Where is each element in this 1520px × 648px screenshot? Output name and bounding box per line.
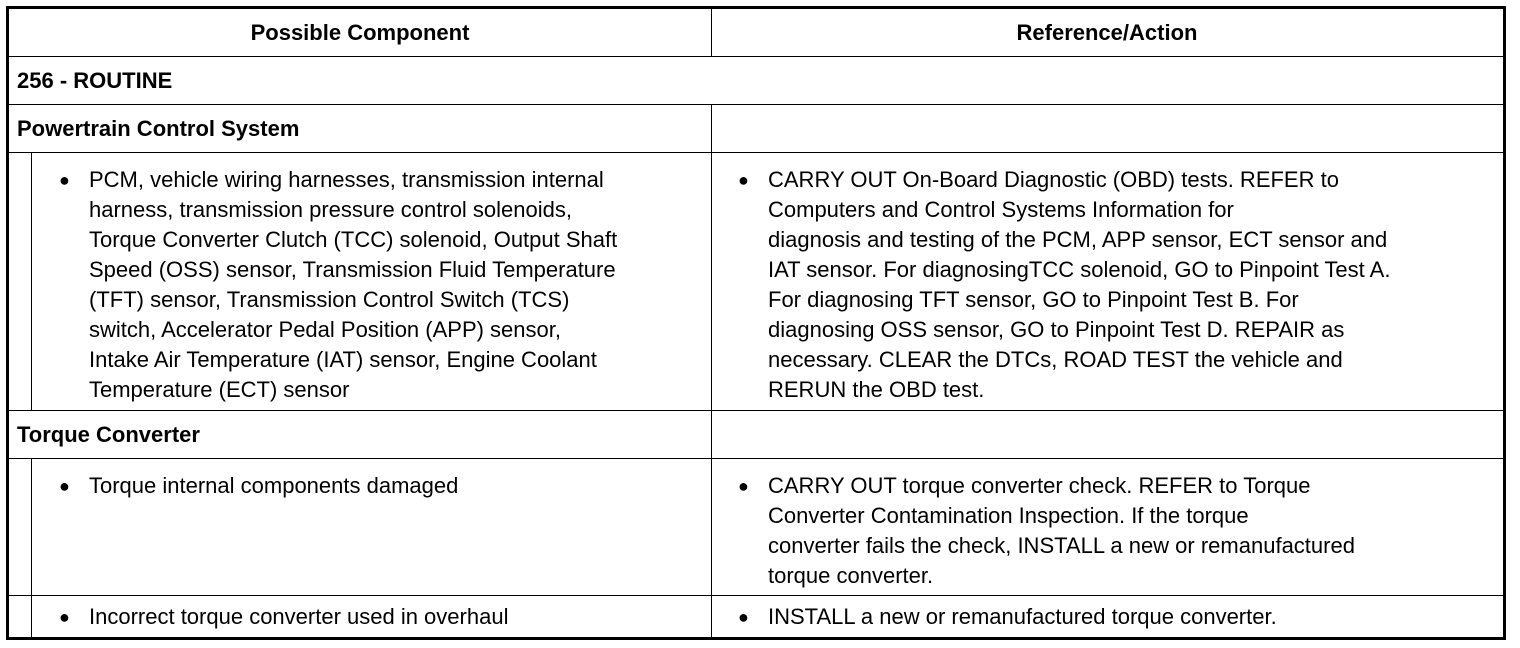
column-divider [711, 459, 712, 595]
column-header-possible-component: Possible Component [250, 19, 470, 45]
routine-label: 256 - ROUTINE [17, 67, 173, 93]
table-row [9, 459, 1503, 596]
table-row [9, 596, 1503, 640]
bullet-icon: ● [59, 607, 70, 627]
bullet-icon: ● [59, 170, 70, 190]
section-title-torque-converter: Torque Converter [17, 421, 200, 447]
action-text: CARRY OUT torque converter check. REFER to Torque Converter Contamination Inspection. If the torque converter fails the check, INSTALL a new or remanufactured torque converter. [768, 473, 1355, 588]
column-divider [711, 411, 712, 458]
table-header-row [9, 9, 1503, 57]
component-text: PCM, vehicle wiring harnesses, transmission internal harness, transmission pressure control solenoids, Torque Converter Clutch (TCC) solenoid, Output Shaft Speed (OSS) sensor, Transmission Fluid Temperature (TFT) sensor, Transmission Control Switch (TCS) switch, Accelerator Pedal Position (APP) sensor, Intake Air Temperature (IAT) sensor, Engine Coolant Temperature (ECT) sensor [89, 167, 618, 402]
indent-line [31, 596, 32, 640]
bullet-icon: ● [738, 607, 749, 627]
column-divider [711, 596, 712, 640]
bullet-icon: ● [738, 476, 749, 496]
action-text: INSTALL a new or remanufactured torque converter. [768, 604, 1277, 629]
routine-row [9, 57, 1503, 105]
column-divider [711, 153, 712, 410]
bullet-icon: ● [59, 476, 70, 496]
table-row [9, 153, 1503, 411]
column-divider [711, 105, 712, 152]
bullet-icon: ● [738, 170, 749, 190]
component-text: Incorrect torque converter used in overhaul [89, 604, 509, 629]
diagnostic-table [6, 6, 1506, 640]
column-header-reference-action: Reference/Action [1016, 19, 1198, 45]
section-row-torque-converter [9, 411, 1503, 459]
section-title-powertrain: Powertrain Control System [17, 115, 300, 141]
component-text: Torque internal components damaged [89, 473, 459, 498]
action-text: CARRY OUT On-Board Diagnostic (OBD) tests. REFER to Computers and Control Systems Information for diagnosis and testing of the PCM, APP sensor, ECT sensor and IAT sensor. For diagnosingTCC solenoid, GO to Pinpoint Test A. For diagnosing TFT sensor, GO to Pinpoint Test B. For diagnosing OSS sensor, GO to Pinpoint Test D. REPAIR as necessary. CLEAR the DTCs, ROAD TEST the vehicle and RERUN the OBD test. [768, 167, 1391, 402]
section-row-powertrain [9, 105, 1503, 153]
indent-line [31, 153, 32, 410]
indent-line [31, 459, 32, 595]
